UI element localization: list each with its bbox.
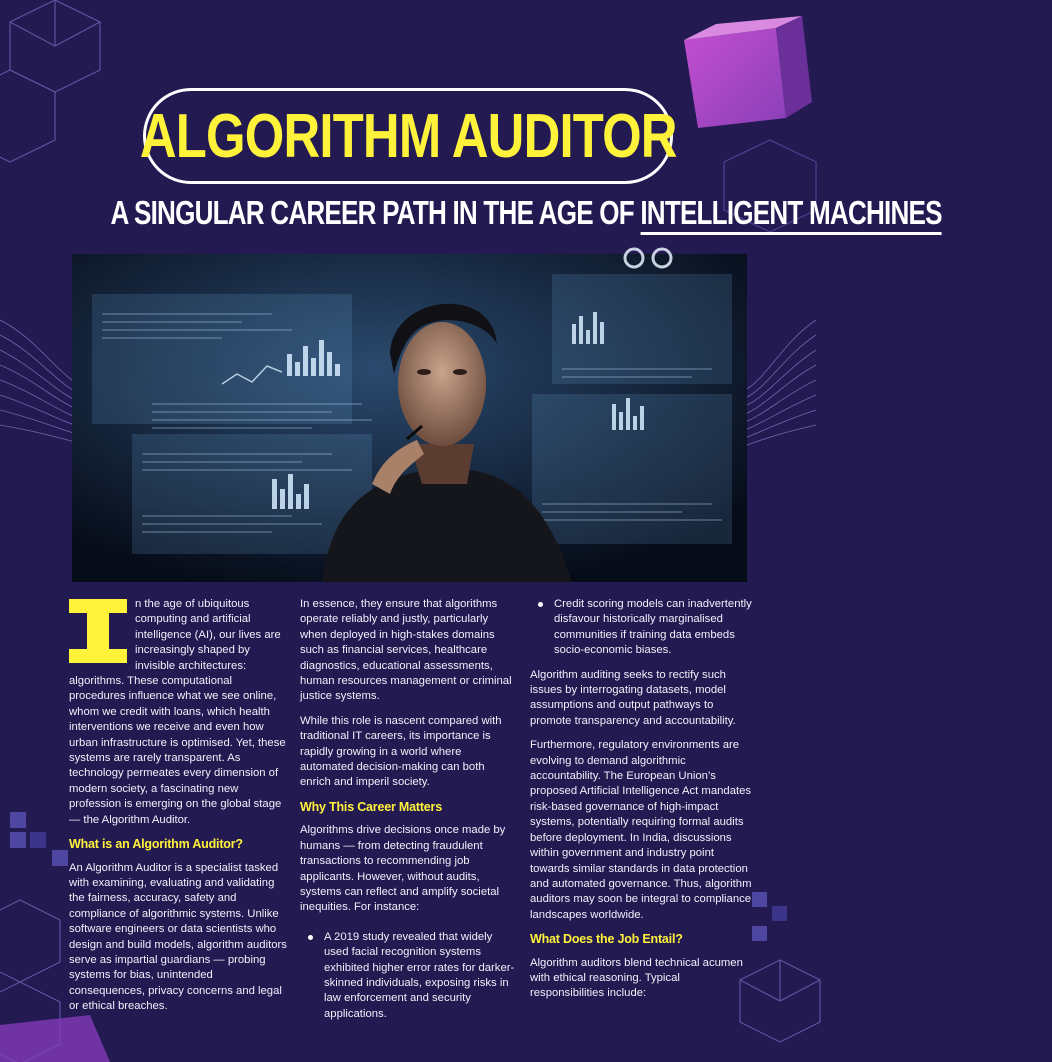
article-column-2	[300, 597, 515, 1031]
paragraph-essence: In essence, they ensure that algorithms operate reliably and justly, particularly when deployed in high-stakes domains such as financial services, healthcare diagnostics, educational assessments, human resources management or criminal justice systems.	[300, 598, 512, 703]
subtitle-underlined-text: INTELLIGENT MACHINES	[640, 194, 941, 235]
pixel-squares-right	[748, 892, 808, 944]
purple-cube-topright	[680, 10, 816, 130]
paragraph-decisions: Algorithms drive decisions once made by humans — from detecting fraudulent transactions to recommending job applicants. However, without audits, systems can reflect and amplify societal inequities. For instance:	[300, 824, 506, 914]
section-heading-what-is: What is an Algorithm Auditor?	[69, 837, 243, 852]
section-heading-why-matters: Why This Career Matters	[300, 799, 442, 814]
page-subtitle	[0, 194, 942, 232]
hexagon-outline-pattern-bottomleft	[0, 900, 70, 1062]
hero-image	[72, 254, 747, 582]
bullet-item-credit-scoring: Credit scoring models can inadvertently disfavour historically marginalised communities if training data embeds socio-economic biases.	[530, 597, 752, 659]
dropcap-letter-i	[69, 599, 127, 663]
paragraph-nascent: While this role is nascent compared with traditional IT careers, its importance is rapidly growing in a world where automated decision-making can both enrich and imperil society.	[300, 714, 502, 789]
paragraph-auditing-purpose: Algorithm auditing seeks to rectify such issues by interrogating datasets, model assumptions and output pathways to promote transparency and accountability.	[530, 668, 736, 727]
title-pill-border	[139, 88, 677, 184]
paragraph-definition: An Algorithm Auditor is a specialist tasked with examining, evaluating and validating the fairness, accuracy, safety and compliance of algorithmic systems. Unlike software engineers or data scientists who design and build models, algorithm auditors serve as impartial guardians — probing systems for bias, unintended consequences, privacy concerns and legal or ethical breaches.	[69, 861, 287, 1013]
section-heading-job-entail: What Does the Job Entail?	[530, 932, 683, 947]
intro-paragraph: n the age of ubiquitous computing and artificial intelligence (AI), our lives are increasingly shaped by invisible architectures: algorithms. These computational procedures influence what we see online, whom we credit with loans, which health interventions we receive and even how urban infrastructure is optimised. Yet, these systems are rarely transparent. As technology permeates every dimension of modern society, a fascinating new profession is emerging on the global stage — the Algorithm Auditor.	[69, 598, 286, 826]
wave-lines-right	[745, 280, 816, 480]
subtitle-text: A SINGULAR CAREER PATH IN THE AGE OF	[110, 194, 641, 231]
hero-illustration	[72, 254, 747, 582]
hexagon-outline-pattern-topleft	[0, 0, 110, 190]
paragraph-responsibilities: Algorithm auditors blend technical acumen with ethical reasoning. Typical responsibilities include:	[530, 956, 743, 1000]
pixel-squares-left	[10, 812, 70, 867]
bullet-item-facial-recognition: A 2019 study revealed that widely used facial recognition systems exhibited higher error rates for darker-skinned individuals, exposing risks in law enforcement and security applications.	[300, 930, 515, 1022]
article-column-3	[530, 597, 752, 1011]
page-title: ALGORITHM AUDITOR	[139, 101, 677, 171]
paragraph-regulation: Furthermore, regulatory environments are evolving to demand algorithmic accountability. The European Union’s proposed Artificial Intelligence Act mandates risk-based governance of high-impact systems, potentially requiring formal audits before deployment. In India, discussions within government and industry point towards similar standards in data protection and automated governance. Thus, algorithm auditors may soon be integral to compliance landscapes worldwide.	[530, 739, 752, 921]
article-column-1	[69, 597, 289, 1024]
